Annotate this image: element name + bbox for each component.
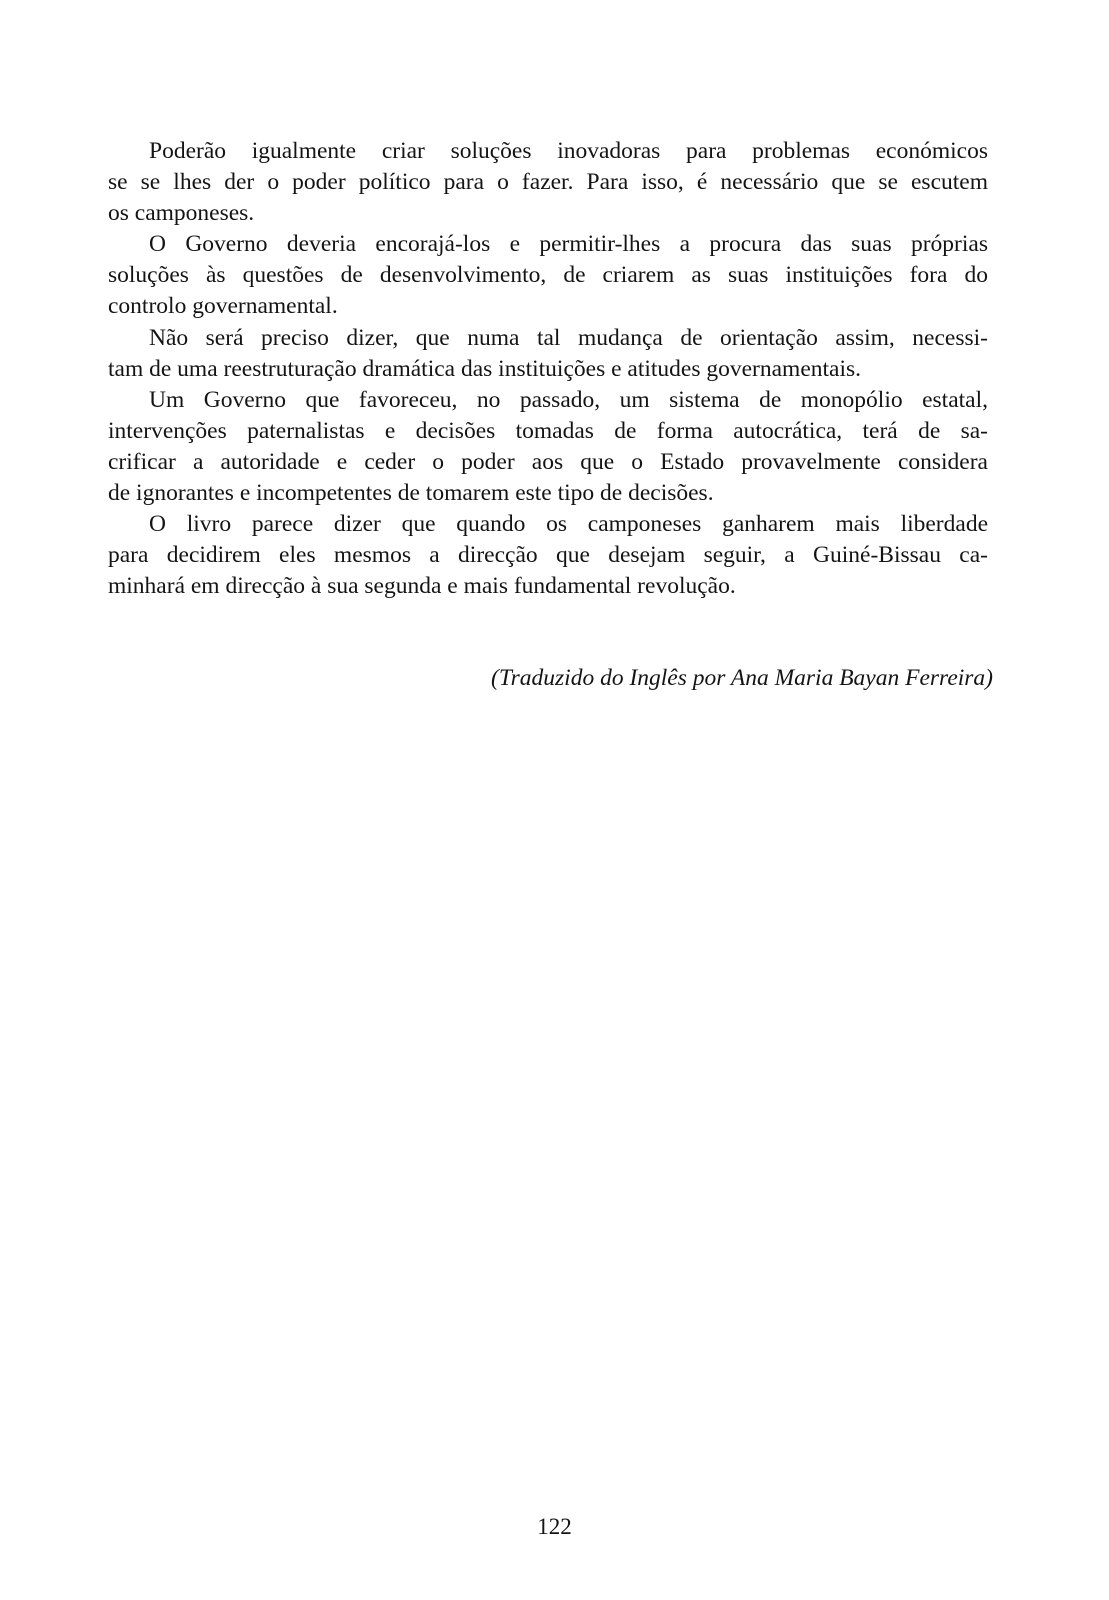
text-line: para decidirem eles mesmos a direcção que desejam seguir, a Guiné-Bissau ca- xyxy=(108,542,988,569)
body-text xyxy=(108,136,988,602)
text-line: de ignorantes e incompetentes de tomarem este tipo de decisões. xyxy=(108,480,714,507)
text-line: controlo governamental. xyxy=(108,293,338,320)
text-line: minhará em direcção à sua segunda e mais fundamental revolução. xyxy=(108,573,736,600)
page-number: 122 xyxy=(537,1514,572,1539)
text-line: crificar a autoridade e ceder o poder aos que o Estado provavelmente considera xyxy=(108,448,988,475)
text-line: os camponeses. xyxy=(108,200,255,227)
text-line: Um Governo que favoreceu, no passado, um sistema de monopólio estatal, xyxy=(149,386,988,413)
translator-attribution: (Traduzido do Inglês por Ana Maria Bayan Ferreira) xyxy=(491,665,993,691)
text-line: soluções às questões de desenvolvimento, de criarem as suas instituições fora do xyxy=(108,262,988,289)
text-line: Poderão igualmente criar soluções inovadoras para problemas económicos xyxy=(149,138,988,164)
text-line: Não será preciso dizer, que numa tal mudança de orientação assim, necessi- xyxy=(149,324,988,351)
text-line: intervenções paternalistas e decisões tomadas de forma autocrática, terá de sa- xyxy=(108,417,988,444)
text-line: O livro parece dizer que quando os camponeses ganharem mais liberdade xyxy=(149,511,988,538)
text-line: tam de uma reestruturação dramática das instituições e atitudes governamentais. xyxy=(108,355,862,382)
text-line: O Governo deveria encorajá-los e permitir-lhes a procura das suas próprias xyxy=(149,231,988,258)
text-line: se se lhes der o poder político para o fazer. Para isso, é necessário que se escutem xyxy=(108,169,988,196)
